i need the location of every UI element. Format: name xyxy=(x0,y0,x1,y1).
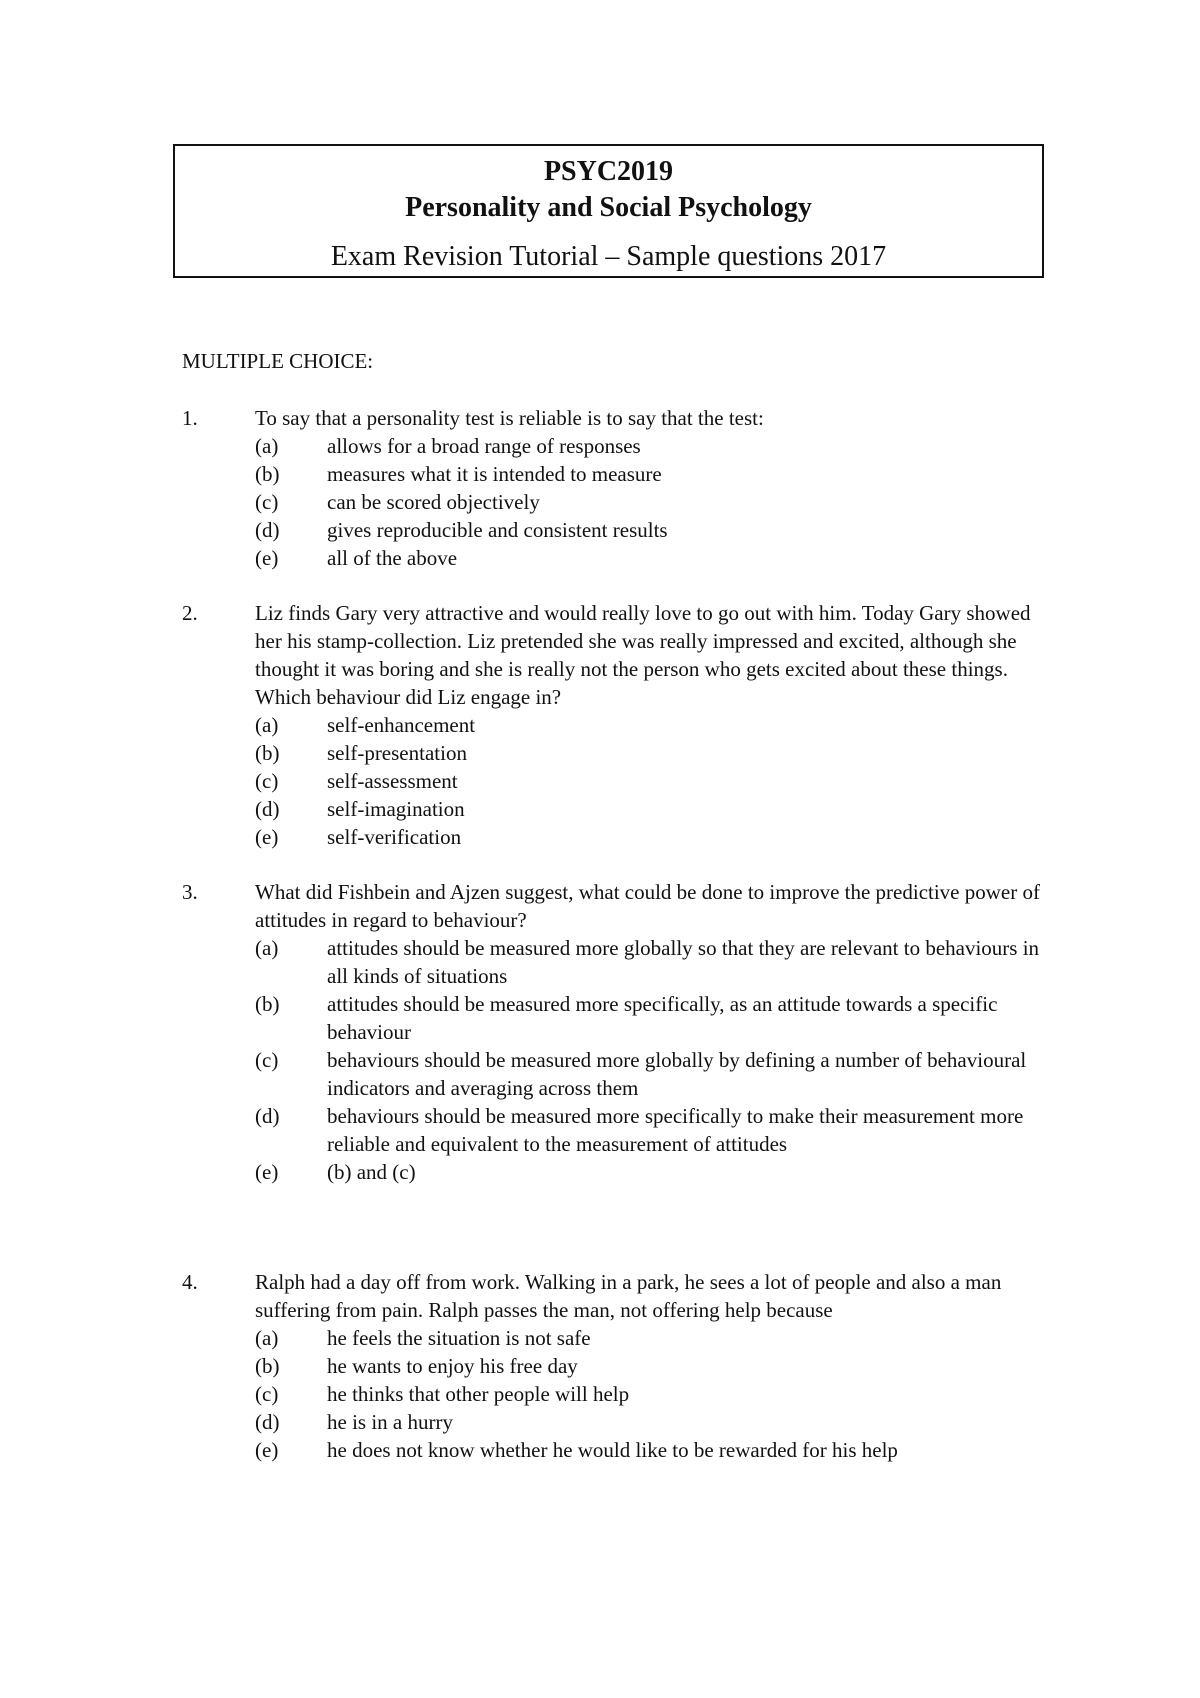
option-text: he wants to enjoy his free day xyxy=(327,1354,578,1378)
option-b xyxy=(182,1352,1062,1380)
option-text: self-assessment xyxy=(327,769,458,793)
option-letter: (a) xyxy=(255,434,279,458)
option-text: he is in a hurry xyxy=(327,1410,453,1434)
option-letter: (d) xyxy=(255,797,280,821)
question-stem xyxy=(182,599,1062,711)
option-b xyxy=(182,460,1062,488)
course-name: Personality and Social Psychology xyxy=(405,192,812,223)
option-letter: (a) xyxy=(255,936,279,960)
option-letter: (c) xyxy=(255,1048,279,1072)
option-text: allows for a broad range of responses xyxy=(327,434,641,458)
question-number: 2. xyxy=(182,601,198,625)
document-subtitle: Exam Revision Tutorial – Sample questions 2017 xyxy=(330,241,887,272)
option-d xyxy=(182,795,1062,823)
question-text: What did Fishbein and Ajzen suggest, what could be done to improve the predictive power of attitudes in regard to behaviour? xyxy=(255,880,1040,932)
option-letter: (d) xyxy=(255,1410,280,1434)
option-text: behaviours should be measured more specifically to make their measurement more reliable and equivalent to the measurement of attitudes xyxy=(327,1104,1024,1156)
question-number: 4. xyxy=(182,1270,198,1294)
option-letter: (b) xyxy=(255,462,280,486)
question-number: 3. xyxy=(182,880,198,904)
option-d xyxy=(182,1408,1062,1436)
option-b xyxy=(182,990,1062,1046)
option-letter: (c) xyxy=(255,1382,279,1406)
question-text: Ralph had a day off from work. Walking in a park, he sees a lot of people and also a man suffering from pain. Ralph passes the man, not offering help because xyxy=(255,1270,1002,1322)
question-stem xyxy=(182,878,1062,934)
option-letter: (d) xyxy=(255,518,280,542)
question-text: To say that a personality test is reliable is to say that the test: xyxy=(255,406,764,430)
course-code: PSYC2019 xyxy=(543,156,674,187)
section-heading: MULTIPLE CHOICE: xyxy=(182,349,374,373)
option-e xyxy=(182,544,1062,572)
option-letter: (a) xyxy=(255,713,279,737)
question-text: Liz finds Gary very attractive and would really love to go out with him. Today Gary showed her his stamp-collection. Liz pretended she was really impressed and excited, although she thought it was boring and she is really not the person who gets excited about these things. Which behaviour did Liz engage in? xyxy=(255,601,1031,709)
option-text: measures what it is intended to measure xyxy=(327,462,662,486)
option-letter: (e) xyxy=(255,1160,279,1184)
option-letter: (b) xyxy=(255,741,280,765)
option-a xyxy=(182,1324,1062,1352)
option-text: gives reproducible and consistent results xyxy=(327,518,668,542)
option-text: (b) and (c) xyxy=(327,1160,416,1184)
option-text: self-imagination xyxy=(327,797,465,821)
option-text: can be scored objectively xyxy=(327,490,540,514)
option-letter: (a) xyxy=(255,1326,279,1350)
option-a xyxy=(182,934,1062,990)
option-letter: (c) xyxy=(255,769,279,793)
option-text: self-enhancement xyxy=(327,713,476,737)
option-c xyxy=(182,1046,1062,1102)
question-3 xyxy=(182,878,1062,1186)
option-text: self-verification xyxy=(327,825,462,849)
question-number: 1. xyxy=(182,406,198,430)
question-stem xyxy=(182,1268,1062,1324)
option-text: he thinks that other people will help xyxy=(327,1382,630,1406)
option-a xyxy=(182,711,1062,739)
option-text: behaviours should be measured more globally by defining a number of behavioural indicators and averaging across them xyxy=(327,1048,1027,1100)
option-letter: (c) xyxy=(255,490,279,514)
option-e xyxy=(182,1158,1062,1186)
option-c xyxy=(182,1380,1062,1408)
option-e xyxy=(182,1436,1062,1464)
title-box xyxy=(173,144,1044,278)
option-a xyxy=(182,432,1062,460)
option-letter: (b) xyxy=(255,992,280,1016)
option-letter: (e) xyxy=(255,546,279,570)
option-letter: (e) xyxy=(255,1438,279,1462)
question-2 xyxy=(182,599,1062,851)
option-text: attitudes should be measured more globally so that they are relevant to behaviours in all kinds of situations xyxy=(327,936,1040,988)
option-text: he does not know whether he would like to be rewarded for his help xyxy=(327,1438,898,1462)
question-1 xyxy=(182,404,1062,572)
option-text: he feels the situation is not safe xyxy=(327,1326,591,1350)
option-text: all of the above xyxy=(327,546,458,570)
option-letter: (b) xyxy=(255,1354,280,1378)
option-b xyxy=(182,739,1062,767)
option-c xyxy=(182,488,1062,516)
question-4 xyxy=(182,1268,1062,1464)
option-letter: (e) xyxy=(255,825,279,849)
question-stem xyxy=(182,404,1062,432)
option-d xyxy=(182,516,1062,544)
option-c xyxy=(182,767,1062,795)
option-text: attitudes should be measured more specifically, as an attitude towards a specific behaviour xyxy=(327,992,998,1044)
option-d xyxy=(182,1102,1062,1158)
option-letter: (d) xyxy=(255,1104,280,1128)
option-text: self-presentation xyxy=(327,741,467,765)
option-e xyxy=(182,823,1062,851)
